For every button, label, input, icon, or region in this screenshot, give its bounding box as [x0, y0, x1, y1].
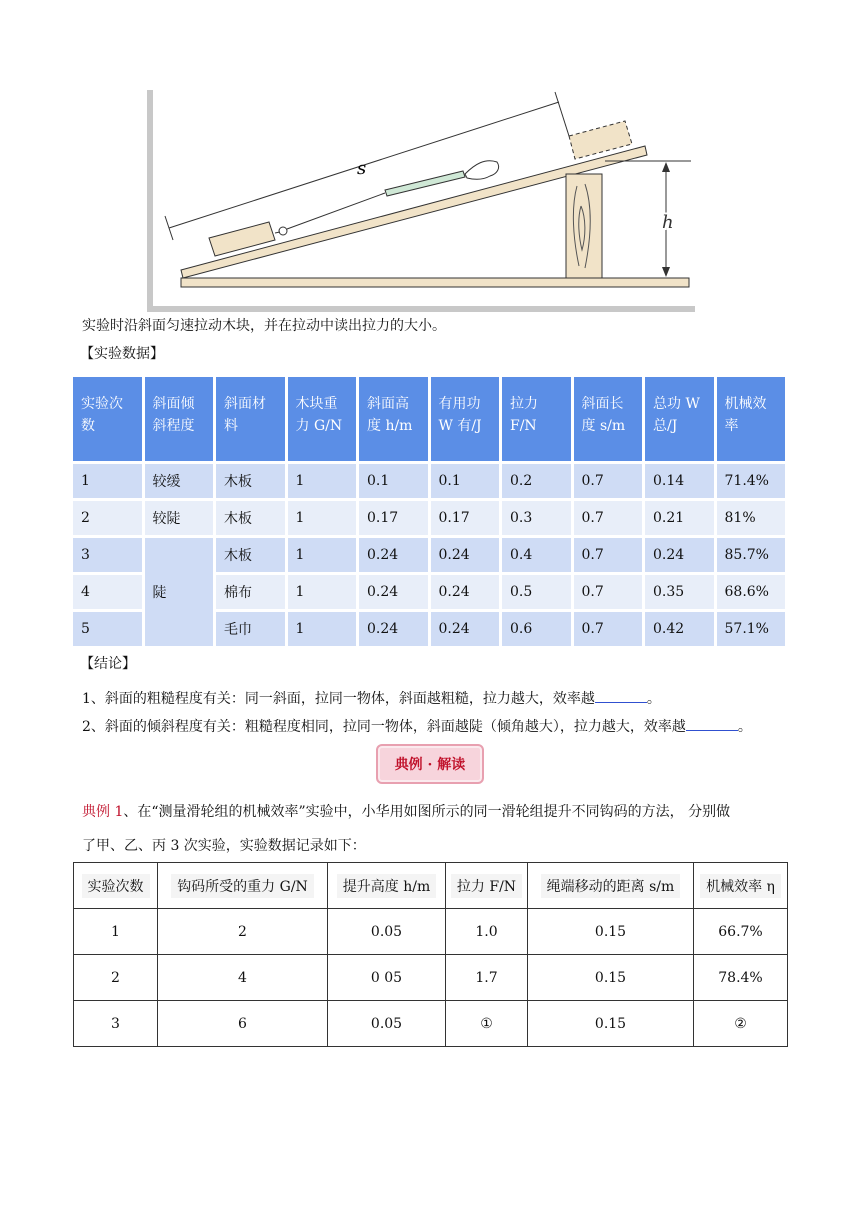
table-cell: 0.24 — [431, 612, 500, 646]
table-cell: 0.7 — [574, 538, 643, 572]
table-cell: 85.7% — [717, 538, 786, 572]
table-row — [74, 955, 788, 1001]
table-cell: 木板 — [216, 538, 285, 572]
table-cell: 1 — [288, 575, 357, 609]
table-cell: 0.15 — [528, 909, 694, 955]
table-cell: 较缓 — [145, 464, 214, 498]
example-section-badge: 典例 · 解读 — [376, 744, 484, 784]
table-cell: 1 — [74, 909, 158, 955]
table-cell: 1.7 — [446, 955, 528, 1001]
table-cell: 0.15 — [528, 955, 694, 1001]
table-cell: 66.7% — [694, 909, 788, 955]
table-cell: ② — [694, 1001, 788, 1047]
header-cell: 拉力 F/N — [446, 863, 528, 909]
table-cell: 毛巾 — [216, 612, 285, 646]
table-cell: 陡 — [145, 538, 214, 646]
table-header-row — [73, 377, 785, 461]
header-cell: 斜面倾 斜程度 — [145, 377, 214, 461]
header-cell: 钩码所受的重力 G/N — [158, 863, 328, 909]
table-cell: 1.0 — [446, 909, 528, 955]
table-cell: 0.05 — [328, 1001, 446, 1047]
header-cell: 拉力 F/N — [502, 377, 571, 461]
example-text: 、在“测量滑轮组的机械效率”实验中，小华用如图所示的同一滑轮组提升不同钩码的方法， 分别做 — [123, 804, 731, 820]
header-cell: 斜面材 料 — [216, 377, 285, 461]
header-cell: 总功 W 总/J — [645, 377, 714, 461]
table-cell: 78.4% — [694, 955, 788, 1001]
table-cell: 2 — [158, 909, 328, 955]
section-heading-conclusion: 【结论】 — [80, 656, 136, 672]
conclusion-2 — [82, 716, 752, 736]
header-cell: 有用功 W 有/J — [431, 377, 500, 461]
example-line-1 — [82, 802, 782, 822]
header-cell: 绳端移动的距离 s/m — [528, 863, 694, 909]
header-cell: 实验次 数 — [73, 377, 142, 461]
table-cell: 4 — [158, 955, 328, 1001]
table-cell: ① — [446, 1001, 528, 1047]
table-cell: 4 — [73, 575, 142, 609]
table-cell: 0.14 — [645, 464, 714, 498]
table-cell: 1 — [288, 501, 357, 535]
table-cell: 5 — [73, 612, 142, 646]
header-cell: 机械效 率 — [717, 377, 786, 461]
table-row — [73, 464, 785, 498]
table-cell: 0.7 — [574, 612, 643, 646]
period: 。 — [646, 691, 661, 707]
table-cell: 0.5 — [502, 575, 571, 609]
label-s: s — [357, 158, 367, 179]
header-cell: 机械效率 η — [694, 863, 788, 909]
label-h: h — [662, 212, 674, 233]
table-row — [73, 538, 785, 572]
answer-blank — [686, 716, 738, 731]
table-cell: 3 — [73, 538, 142, 572]
inclined-plane-figure — [145, 88, 695, 316]
table-row — [74, 1001, 788, 1047]
conclusion-text: 1、斜面的粗糙程度有关：同一斜面，拉同一物体，斜面越粗糙，拉力越大，效率越 — [82, 691, 595, 707]
table-row — [74, 909, 788, 955]
table-cell: 1 — [288, 464, 357, 498]
table-cell: 0.7 — [574, 464, 643, 498]
table-cell: 0.1 — [431, 464, 500, 498]
table-row — [73, 501, 785, 535]
table-cell: 6 — [158, 1001, 328, 1047]
table-cell: 0.15 — [528, 1001, 694, 1047]
table-cell: 2 — [74, 955, 158, 1001]
table-cell: 1 — [73, 464, 142, 498]
example-label: 典例 1 — [82, 804, 124, 820]
conclusion-1 — [82, 688, 661, 708]
table-cell: 0.17 — [359, 501, 428, 535]
table-cell: 0.24 — [431, 538, 500, 572]
table-cell: 棉布 — [216, 575, 285, 609]
table-cell: 0 05 — [328, 955, 446, 1001]
conclusion-text: 2、斜面的倾斜程度有关：粗糙程度相同，拉同一物体，斜面越陡（倾角越大），拉力越大，效率越 — [82, 719, 686, 735]
table-cell: 0.35 — [645, 575, 714, 609]
header-cell: 实验次数 — [74, 863, 158, 909]
table-cell: 0.24 — [359, 575, 428, 609]
table-cell: 0.6 — [502, 612, 571, 646]
table-cell: 0.24 — [359, 612, 428, 646]
answer-blank — [595, 688, 647, 703]
table-cell: 0.24 — [359, 538, 428, 572]
table-header-row — [74, 863, 788, 909]
table-cell: 2 — [73, 501, 142, 535]
table-cell: 81% — [717, 501, 786, 535]
period: 。 — [737, 719, 752, 735]
table-cell: 木板 — [216, 464, 285, 498]
table-cell: 较陡 — [145, 501, 214, 535]
incline-data-table — [70, 374, 788, 649]
table-cell: 0.7 — [574, 575, 643, 609]
table-cell: 0.24 — [645, 538, 714, 572]
table-cell: 0.2 — [502, 464, 571, 498]
table-cell: 0.1 — [359, 464, 428, 498]
table-cell: 0.17 — [431, 501, 500, 535]
header-cell: 提升高度 h/m — [328, 863, 446, 909]
example-line-2: 了甲、乙、丙 3 次实验，实验数据记录如下： — [82, 838, 366, 854]
table-cell: 木板 — [216, 501, 285, 535]
table-cell: 0.3 — [502, 501, 571, 535]
pulley-data-table — [73, 862, 788, 1047]
table-cell: 1 — [288, 538, 357, 572]
header-cell: 斜面长 度 s/m — [574, 377, 643, 461]
section-heading-data: 【实验数据】 — [80, 346, 164, 362]
table-cell: 71.4% — [717, 464, 786, 498]
header-cell: 木块重 力 G/N — [288, 377, 357, 461]
table-cell: 0.42 — [645, 612, 714, 646]
header-cell: 斜面高 度 h/m — [359, 377, 428, 461]
table-cell: 1 — [288, 612, 357, 646]
table-cell: 0.4 — [502, 538, 571, 572]
table-cell: 68.6% — [717, 575, 786, 609]
table-cell: 0.05 — [328, 909, 446, 955]
table-cell: 57.1% — [717, 612, 786, 646]
table-cell: 3 — [74, 1001, 158, 1047]
table-cell: 0.21 — [645, 501, 714, 535]
table-cell: 0.7 — [574, 501, 643, 535]
figure-caption: 实验时沿斜面匀速拉动木块，并在拉动中读出拉力的大小。 — [82, 318, 446, 334]
table-cell: 0.24 — [431, 575, 500, 609]
